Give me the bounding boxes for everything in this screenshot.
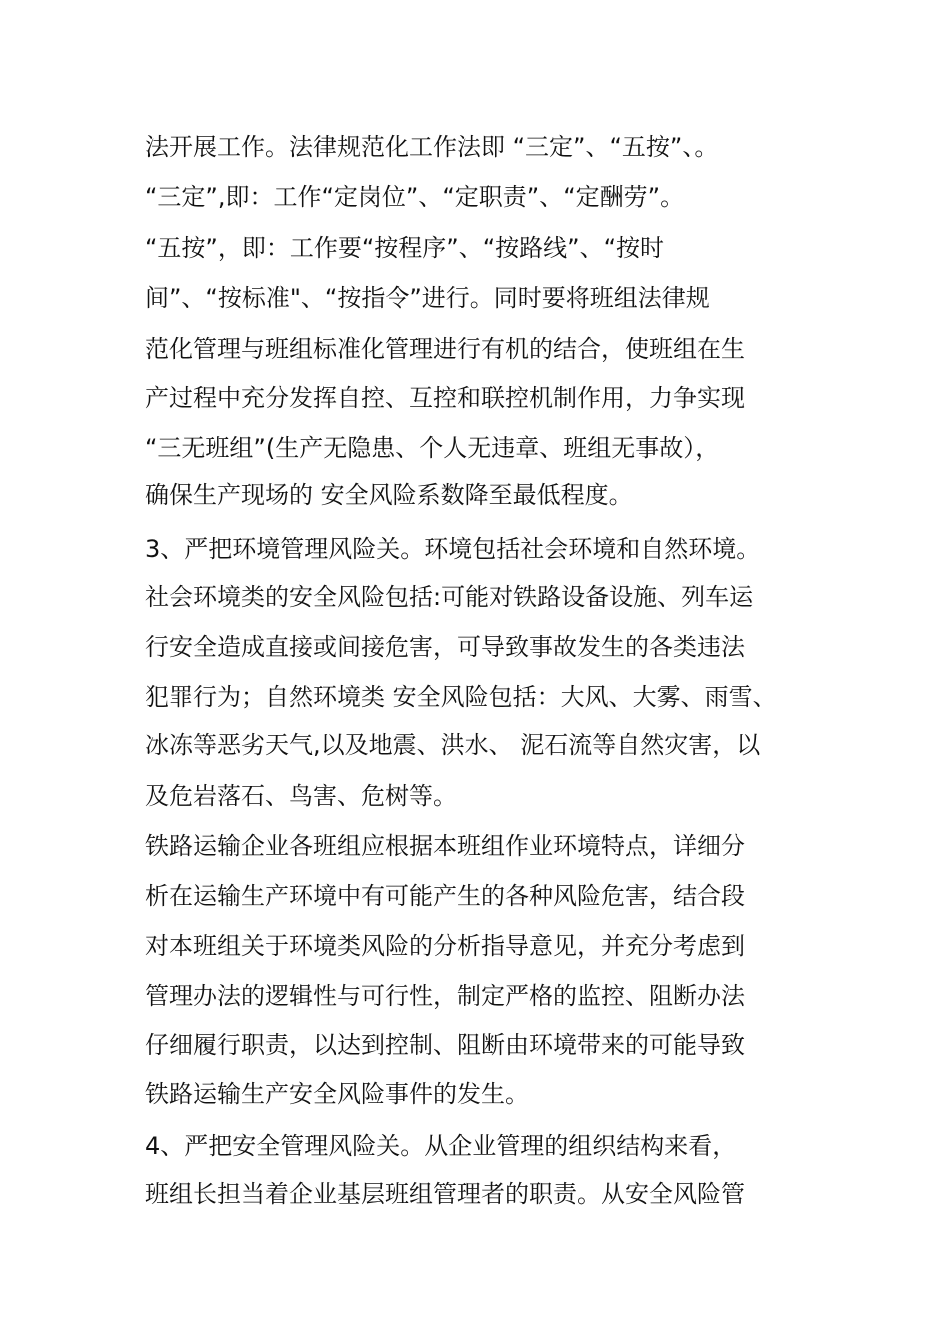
- text-line: 社会环境类的安全风险包括:可能对铁路设备设施、列车运: [145, 583, 754, 611]
- text-line: 仔细履行职责，以达到控制、阻断由环境带来的可能导致: [145, 1031, 745, 1059]
- text-line: 铁路运输生产安全风险事件的发生。: [145, 1080, 529, 1108]
- text-line: “三定”,即：工作“定岗位”、“定职责”、“定酬劳”。: [145, 183, 685, 211]
- text-line: 犯罪行为；自然环境类 安全风险包括：大风、大雾、雨雪、: [145, 683, 777, 711]
- text-line: 及危岩落石、鸟害、危树等。: [145, 782, 457, 810]
- text-line: 确保生产现场的 安全风险系数降至最低程度。: [145, 481, 633, 509]
- text-line: 铁路运输企业各班组应根据本班组作业环境特点，详细分: [145, 832, 745, 860]
- text-line: 间”、“按标准"、“按指令”进行。同时要将班组法律规: [145, 284, 710, 312]
- text-line: 对本班组关于环境类风险的分析指导意见，并充分考虑到: [145, 932, 745, 960]
- text-line: 析在运输生产环境中有可能产生的各种风险危害，结合段: [145, 882, 745, 910]
- text-line: 3、严把环境管理风险关。环境包括社会环境和自然环境。: [145, 535, 761, 563]
- text-line: “五按”，即：工作要“按程序”、“按路线”、“按时: [145, 234, 665, 262]
- text-line: 范化管理与班组标准化管理进行有机的结合，使班组在生: [145, 335, 745, 363]
- text-line: 法开展工作。法律规范化工作法即 “三定”、“五按”、。: [145, 133, 719, 161]
- text-line: 班组长担当着企业基层班组管理者的职责。从安全风险管: [145, 1180, 745, 1208]
- text-line: 行安全造成直接或间接危害，可导致事故发生的各类违法: [145, 633, 745, 661]
- text-line: 4、严把安全管理风险关。从企业管理的组织结构来看，: [145, 1132, 737, 1160]
- text-line: 产过程中充分发挥自控、互控和联控机制作用，力争实现: [145, 384, 745, 412]
- text-line: 冰冻等恶劣天气,以及地震、洪水、 泥石流等自然灾害，以: [145, 731, 761, 759]
- text-line: 管理办法的逻辑性与可行性，制定严格的监控、阻断办法: [145, 982, 745, 1010]
- text-line: “三无班组”(生产无隐患、个人无违章、班组无事故），: [145, 434, 720, 462]
